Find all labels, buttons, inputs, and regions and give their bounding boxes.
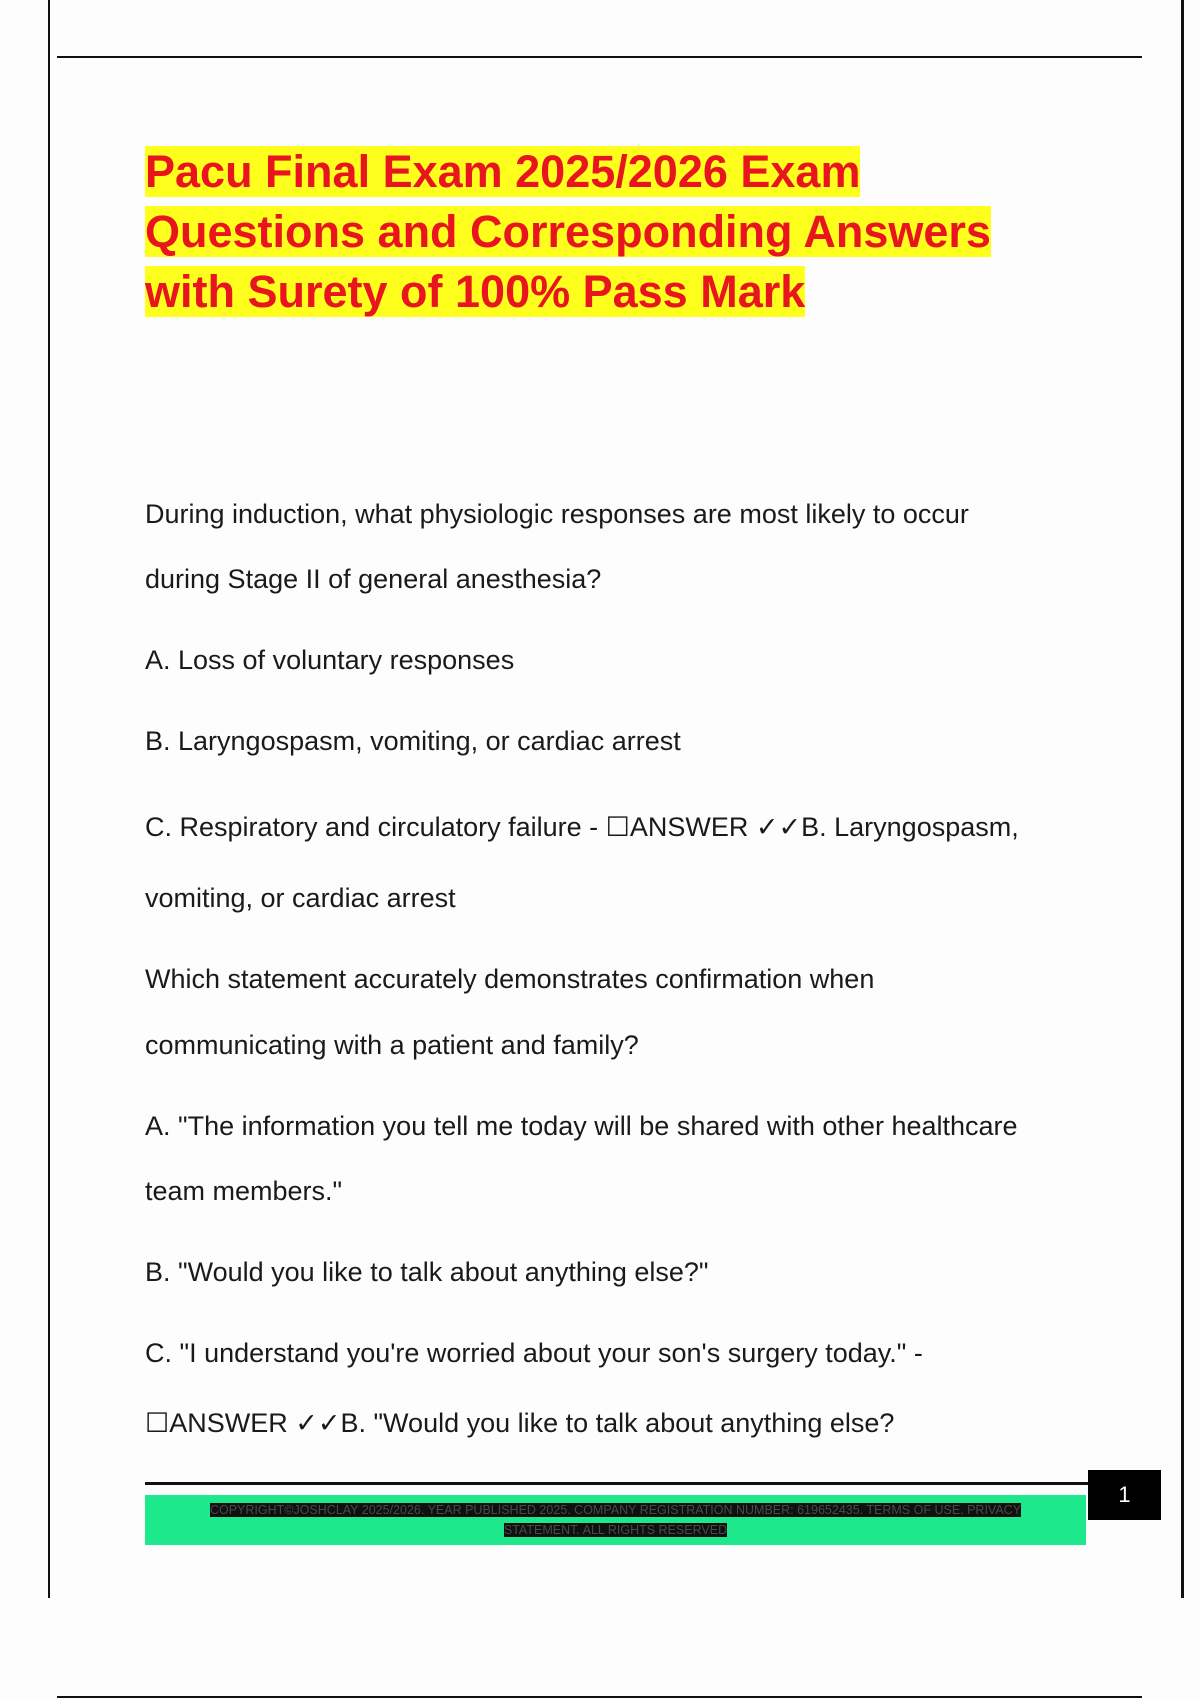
title-line-3: with Surety of 100% Pass Mark bbox=[145, 266, 806, 317]
question-2-answer: ☐ANSWER ✓✓B. "Would you like to talk about anything else? bbox=[145, 1408, 895, 1438]
question-1-option-a: A. Loss of voluntary responses bbox=[145, 645, 515, 675]
question-2-text-line-1: Which statement accurately demonstrates confirmation when bbox=[145, 964, 875, 994]
question-1-text-line-1: During induction, what physiologic responses are most likely to occur bbox=[145, 499, 969, 529]
question-2-option-a-continued: team members." bbox=[145, 1176, 343, 1206]
page-left-border bbox=[48, 0, 50, 1598]
document-title bbox=[145, 142, 1075, 322]
footer-rule bbox=[145, 1482, 1090, 1485]
title-line-2: Questions and Corresponding Answers bbox=[145, 206, 991, 257]
question-2-option-b: B. "Would you like to talk about anything else?" bbox=[145, 1257, 709, 1287]
question-2-text-line-2: communicating with a patient and family? bbox=[145, 1030, 639, 1060]
next-page-rule bbox=[57, 1696, 1142, 1698]
question-1-option-b: B. Laryngospasm, vomiting, or cardiac arrest bbox=[145, 726, 681, 756]
question-1-answer-continued: vomiting, or cardiac arrest bbox=[145, 883, 456, 913]
question-2-option-a: A. "The information you tell me today will be shared with other healthcare bbox=[145, 1111, 1018, 1141]
question-2-option-c: C. "I understand you're worried about your son's surgery today." - bbox=[145, 1338, 923, 1368]
question-1-option-c-answer: C. Respiratory and circulatory failure - ☐ANSWER ✓✓B. Laryngospasm, bbox=[145, 812, 1019, 842]
question-1-text-line-2: during Stage II of general anesthesia? bbox=[145, 564, 602, 594]
title-line-1: Pacu Final Exam 2025/2026 Exam bbox=[145, 146, 861, 197]
header-rule bbox=[57, 56, 1142, 58]
page-right-border bbox=[1181, 0, 1184, 1598]
page-number: 1 bbox=[1088, 1470, 1161, 1520]
copyright-text: COPYRIGHT©JOSHCLAY 2025/2026. YEAR PUBLISHED 2025. COMPANY REGISTRATION NUMBER: 619652435. TERMS OF USE. PRIVACY STATEMENT. ALL RIGHTS RESERVED bbox=[209, 1503, 1022, 1537]
copyright-footer bbox=[145, 1495, 1086, 1545]
copyright-text-wrapper bbox=[176, 1500, 1056, 1540]
